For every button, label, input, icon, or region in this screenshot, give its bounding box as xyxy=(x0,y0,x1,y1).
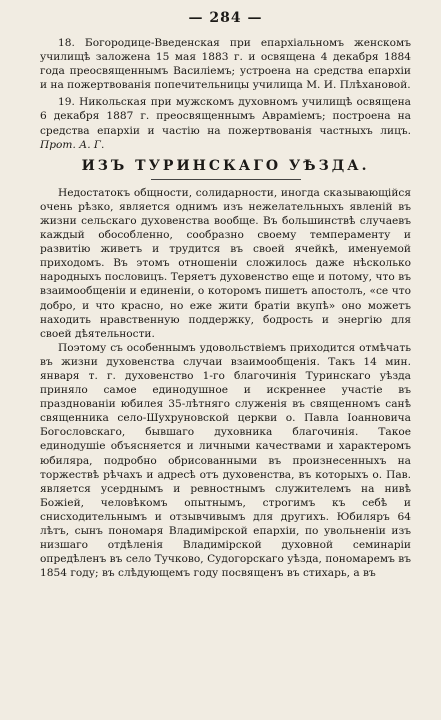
page-number: — 284 — xyxy=(188,10,263,26)
item-text: 19. Никольская при мужскомъ духовномъ училищѣ освящена 6 декабря 1887 г. преосвященнымъ Авраміемъ; построена на средства епархіи и частію на пожертвованія частныхъ лицъ. xyxy=(40,96,411,137)
paragraph: Поэтому съ особеннымъ удовольствіемъ приходится отмѣчать въ жизни духовенства случаи взаимообщенія. Такъ 14 мин. января т. г. духовенство 1-го благочинія Туринскаго уѣзда приняло самое единодушное и искреннее участіе въ празднованіи юбилея 35-лѣтняго служенія въ священномъ санѣ священника село-Шухруновской церкви о. Павла Іоанновича Богословскаго, бывшаго духовника благочинія. Такое единодушіе объясняется и личными качествами и характеромъ юбиляра, подробно обрисованными въ произнесенныхъ на торжествѣ рѣчахъ и адресѣ отъ духовенства, въ которыхъ о. Пав. является усерднымъ и ревностнымъ служителемъ на нивѣ Божіей, человѣкомъ опытнымъ, строгимъ къ себѣ и снисходительнымъ и отзывчивымъ для другихъ. Юбиляръ 64 лѣтъ, сынъ пономаря Владимірской епархіи, по увольненіи изъ низшаго отдѣленія Владимірской духовной семинаріи опредѣленъ въ село Тучково, Судогорскаго уѣзда, пономаремъ въ 1854 году; въ слѣдующемъ году посвященъ въ стихарь, а въ xyxy=(40,341,411,580)
author-signature: Прот. А. Г. xyxy=(40,138,105,151)
list-item xyxy=(40,36,411,92)
list-item xyxy=(40,95,411,151)
title-rule xyxy=(151,179,301,180)
church-list xyxy=(40,36,411,152)
paragraph: Недостатокъ общности, солидарности, иногда сказывающійся очень рѣзко, является однимъ изъ нежелательныхъ явленій въ жизни сельскаго духовенства вообще. Въ большинствѣ случаевъ каждый обособленно, сообразно своему темпераменту и развитію живетъ и трудится въ своей ячейкѣ, именуемой приходомъ. Въ этомъ отношеніи сложилось даже нѣсколько народныхъ пословицъ. Теряетъ духовенство еще и потому, что въ взаимообщеніи и единеніи, о которомъ пишетъ апостолъ, «се что добро, и что красно, но еже жити братіи вкупѣ» оно можетъ находить нравственную поддержку, бодрость и энергію для своей дѣятельности. xyxy=(40,186,411,340)
item-text: 18. Богородице-Введенская при епархіальномъ женскомъ училищѣ заложена 15 мая 1883 г. и освящена 4 декабря 1884 года преосвященнымъ Василіемъ; устроена на средства епархіи и на пожертвованія попечительницы училища М. И. Плѣхановой. xyxy=(40,37,411,92)
section-title: ИЗЪ ТУРИНСКАГО УѢЗДА. xyxy=(81,157,370,174)
